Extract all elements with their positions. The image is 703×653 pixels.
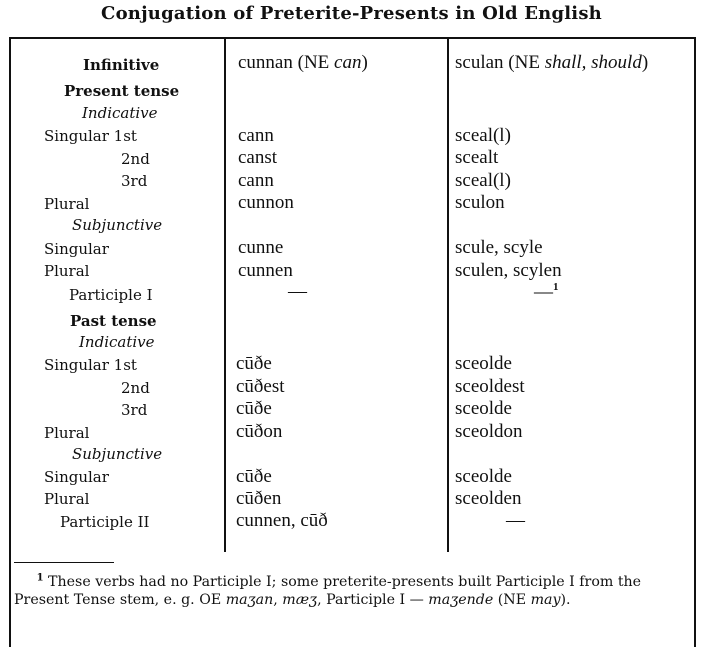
label-past-singular-1st: Singular 1st: [44, 356, 137, 374]
label-past-subj-plural: Plural: [44, 490, 90, 508]
column-divider-2: [447, 37, 449, 552]
cunnan-past-sing3: cūðe: [236, 398, 272, 419]
column-divider-1: [224, 37, 226, 552]
label-singular-3rd: 3rd: [121, 172, 148, 190]
label-indicative-present: Indicative: [82, 104, 158, 122]
label-participle-1: Participle I: [69, 286, 153, 304]
cunnan-subj-sing: cunne: [238, 237, 284, 258]
label-present-tense: Present tense: [64, 82, 180, 100]
cunnan-past-sing1: cūðe: [236, 353, 272, 374]
sculan-past-subj-sing: sceolde: [455, 466, 512, 487]
header-sculan: sculan (NE shall, should): [455, 52, 649, 73]
header-infinitive: Infinitive: [83, 56, 160, 74]
footnote-mark: 1: [553, 281, 559, 293]
sculan-participle-1: —$^1$: [534, 281, 559, 303]
sculan-sing2: scealt: [455, 147, 499, 168]
label-singular-1st: Singular 1st: [44, 127, 137, 145]
cunnan-participle-2: cunnen, cūð: [236, 510, 328, 531]
label-subjunctive-present: Subjunctive: [72, 216, 163, 234]
label-subjunctive-past: Subjunctive: [72, 445, 163, 463]
sculan-past-plural: sceoldon: [455, 421, 523, 442]
sculan-past-sing3: sceolde: [455, 398, 512, 419]
sculan-subj-sing: scule, scyle: [455, 237, 543, 258]
cunnan-sing3: cann: [238, 170, 274, 191]
sculan-sing3: sceal(l): [455, 170, 511, 191]
footnote-number: 1: [36, 572, 44, 584]
cunnan-participle-1: —: [288, 281, 307, 302]
footnote-rule: [14, 562, 114, 563]
cunnan-sing1: cann: [238, 125, 274, 146]
label-subj-singular: Singular: [44, 240, 109, 258]
sculan-subj-plural: sculen, scylen: [455, 260, 562, 281]
label-subj-plural: Plural: [44, 262, 90, 280]
sculan-past-subj-plural: sceolden: [455, 488, 522, 509]
cunnan-past-subj-sing: cūðe: [236, 466, 272, 487]
label-participle-2: Participle II: [60, 513, 150, 531]
cunnan-past-subj-plural: cūðen: [236, 488, 282, 509]
label-past-tense: Past tense: [70, 312, 157, 330]
cunnan-subj-plural: cunnen: [238, 260, 293, 281]
header-cunnan: cunnan (NE can): [238, 52, 368, 73]
page-title: Conjugation of Preterite-Presents in Old English: [101, 3, 602, 24]
cunnan-past-sing2: cūðest: [236, 376, 285, 397]
footnote: $^1$ These verbs had no Participle I; some preterite-presents built Participle I from the Present Tense stem, e. g. OE maʒan, mæʒ, Participle I — maʒende (NE may).: [14, 572, 642, 608]
sculan-past-sing1: sceolde: [455, 353, 512, 374]
label-singular-2nd: 2nd: [121, 150, 150, 168]
label-past-singular-3rd: 3rd: [121, 401, 148, 419]
label-past-singular-2nd: 2nd: [121, 379, 150, 397]
sculan-participle-2: —: [506, 510, 525, 531]
label-indicative-past: Indicative: [79, 333, 155, 351]
cunnan-past-plural: cūðon: [236, 421, 283, 442]
label-past-plural: Plural: [44, 424, 90, 442]
label-plural: Plural: [44, 195, 90, 213]
sculan-sing1: sceal(l): [455, 125, 511, 146]
sculan-past-sing2: sceoldest: [455, 376, 525, 397]
label-past-subj-singular: Singular: [44, 468, 109, 486]
cunnan-plural: cunnon: [238, 192, 294, 213]
cunnan-sing2: canst: [238, 147, 278, 168]
sculan-plural: sculon: [455, 192, 505, 213]
